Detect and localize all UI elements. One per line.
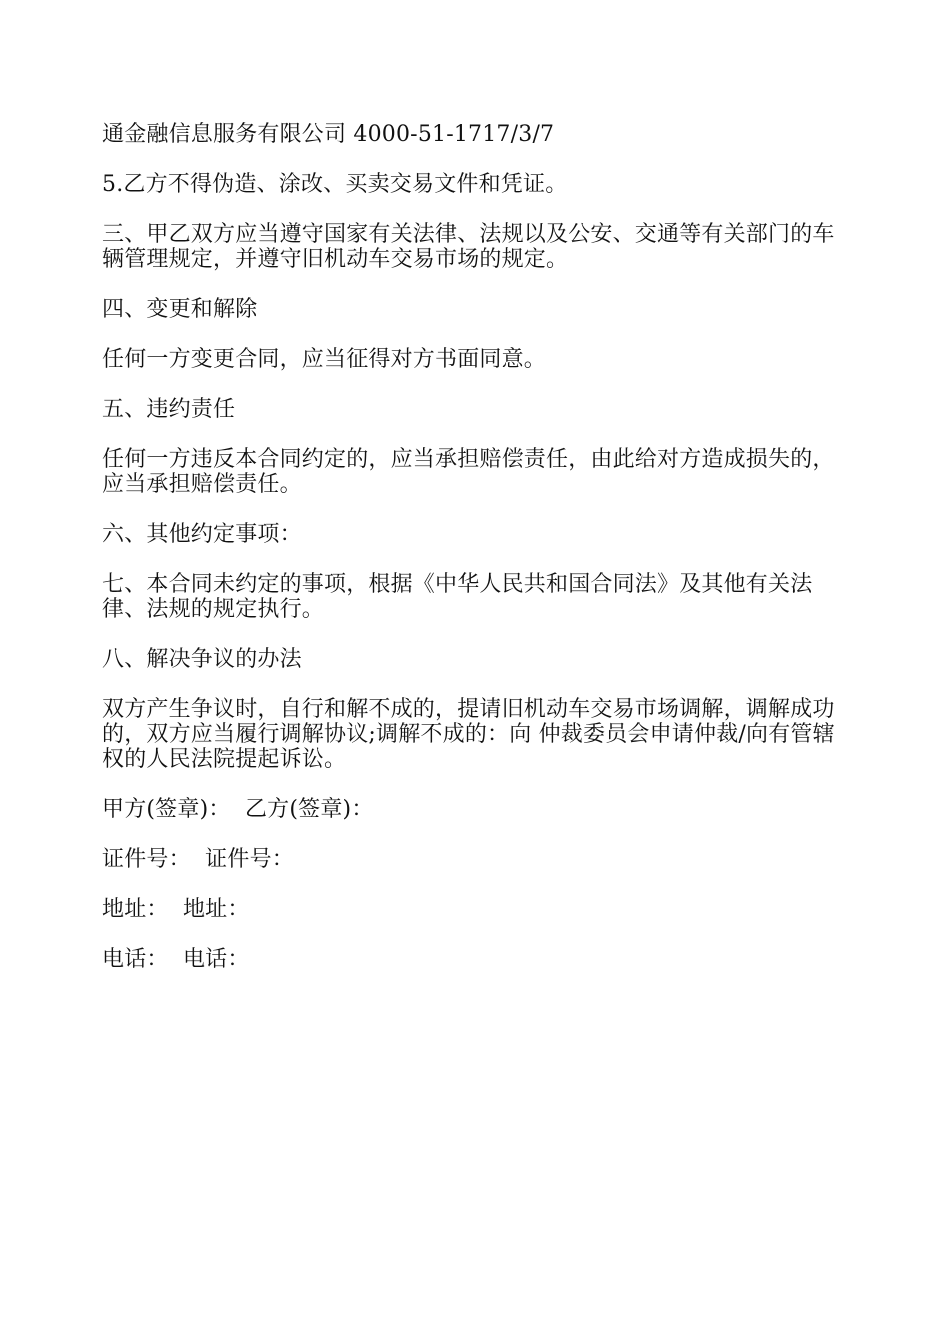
section-4-heading: 四、变更和解除	[102, 297, 258, 322]
phone-line: 电话： 电话：	[102, 947, 250, 972]
section-3-text: 三、甲乙双方应当遵守国家有关法律、法规以及公安、交通等有关部门的车辆管理规定，并遵守旧机动车交易市场的规定。	[102, 222, 835, 272]
section-8-heading: 八、解决争议的办法	[102, 647, 302, 672]
section-7-text: 七、本合同未约定的事项，根据《中华人民共和国合同法》及其他有关法律、法规的规定执行。	[102, 572, 813, 622]
section-8-text: 双方产生争议时，自行和解不成的，提请旧机动车交易市场调解，调解成功的，双方应当履行调解协议;调解不成的：向 仲裁委员会申请仲裁/向有管辖权的人民法院提起诉讼。	[102, 697, 835, 772]
document-body	[102, 122, 852, 997]
company-contact-line: 通金融信息服务有限公司 4000-51-1717/3/7	[102, 122, 555, 147]
section-5-text: 任何一方违反本合同约定的，应当承担赔偿责任，由此给对方造成损失的，应当承担赔偿责任。	[102, 447, 835, 497]
signature-line: 甲方(签章)： 乙方(签章)：	[102, 797, 374, 822]
section-6-heading: 六、其他约定事项：	[102, 522, 302, 547]
clause-5-item: 5.乙方不得伪造、涂改、买卖交易文件和凭证。	[102, 172, 568, 197]
section-5-heading: 五、违约责任	[102, 397, 236, 422]
section-4-text: 任何一方变更合同，应当征得对方书面同意。	[102, 347, 547, 372]
id-number-line: 证件号： 证件号：	[102, 847, 294, 872]
address-line: 地址： 地址：	[102, 897, 250, 922]
